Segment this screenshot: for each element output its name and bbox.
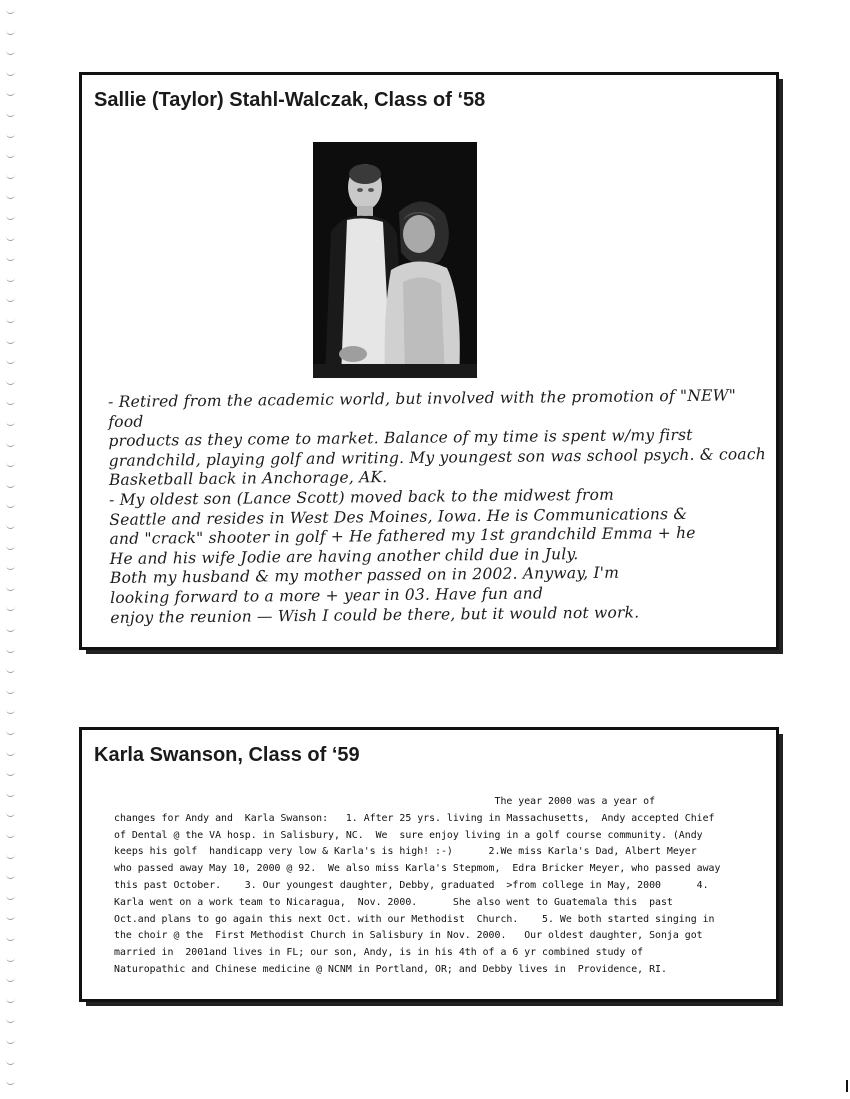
binding-hole: [6, 502, 15, 508]
typed-line: changes for Andy and Karla Swanson: 1. After 25 yrs. living in Massachusetts, Andy accepted Chief: [114, 812, 715, 824]
binding-hole: [6, 647, 15, 653]
handwritten-line: Seattle and resides in West Des Moines, Iowa. He is Communications &: [109, 504, 688, 529]
binding-hole: [6, 811, 15, 817]
binding-hole: [6, 770, 15, 776]
binding-hole: [6, 214, 15, 220]
handwritten-line: Both my husband & my mother passed on in 2002. Anyway, I'm: [109, 564, 620, 588]
binding-hole: [6, 1079, 15, 1085]
binding-hole: [6, 49, 15, 55]
binding-hole: [6, 8, 15, 14]
binding-hole: [6, 791, 15, 797]
typed-line: The year 2000 was a year of: [114, 796, 656, 807]
binding-hole: [6, 441, 15, 447]
binding-hole: [6, 976, 15, 982]
binding-hole: [6, 585, 15, 591]
handwritten-line: - Retired from the academic world, but involved with the promotion of "NEW" food: [108, 386, 737, 431]
typed-letter: [114, 794, 766, 979]
binding-hole: [6, 276, 15, 282]
classmate-entry-sallie: [79, 72, 779, 650]
handwritten-line: - My oldest son (Lance Scott) moved back to the midwest from: [109, 485, 615, 509]
binding-hole: [6, 296, 15, 302]
typed-line: keeps his golf handicapp very low & Karla's is high! :-) 2.We miss Karla's Dad, Albert Meyer: [114, 846, 697, 858]
binding-hole: [6, 173, 15, 179]
typed-line: of Dental @ the VA hosp. in Salisbury, NC. We sure enjoy living in a golf course community. (Andy: [114, 829, 703, 841]
binding-hole: [6, 111, 15, 117]
typed-line: the choir @ the First Methodist Church in Salisbury in Nov. 2000. Our oldest daughter, Sonja got: [114, 930, 703, 942]
binding-hole: [6, 626, 15, 632]
binding-hole: [6, 255, 15, 261]
binding-hole: [6, 935, 15, 941]
handwritten-line: products as they come to market. Balance of my time is spent w/my first: [108, 426, 693, 451]
binding-hole: [6, 956, 15, 962]
handwritten-line: and "crack" shooter in golf + He fathered my 1st grandchild Emma + he: [109, 524, 696, 549]
typed-line: married in 2001and lives in FL; our son, Andy, is in his 4th of a 6 yr combined study of: [114, 947, 644, 959]
binding-hole: [6, 729, 15, 735]
handwritten-line: Basketball back in Anchorage, AK.: [108, 468, 388, 490]
binding-hole: [6, 461, 15, 467]
binding-hole: [6, 605, 15, 611]
binding-hole: [6, 997, 15, 1003]
binding-hole: [6, 914, 15, 920]
binding-hole: [6, 358, 15, 364]
binding-hole: [6, 379, 15, 385]
page-edge-mark: [846, 1080, 848, 1092]
entry-title: Karla Swanson, Class of ‘59: [94, 744, 360, 766]
binding-hole: [6, 132, 15, 138]
binding-hole: [6, 523, 15, 529]
classmate-entry-karla: [79, 727, 779, 1002]
binding-hole: [6, 152, 15, 158]
binding-hole: [6, 832, 15, 838]
binding-hole: [6, 482, 15, 488]
binding-hole: [6, 317, 15, 323]
binding-hole: [6, 894, 15, 900]
entry-title: Sallie (Taylor) Stahl-Walczak, Class of ‘58: [94, 89, 486, 111]
spiral-binding: [4, 0, 22, 1099]
binding-hole: [6, 544, 15, 550]
photo-image: [313, 142, 477, 378]
typed-line: Karla went on a work team to Nicaragua, Nov. 2000. She also went to Guatemala this past: [114, 896, 673, 908]
binding-hole: [6, 338, 15, 344]
binding-hole: [6, 688, 15, 694]
binding-hole: [6, 1038, 15, 1044]
typed-line: this past October. 3. Our youngest daughter, Debby, graduated >from college in May, 2000 4.: [114, 879, 709, 891]
binding-hole: [6, 193, 15, 199]
binding-hole: [6, 29, 15, 35]
binding-hole: [6, 235, 15, 241]
handwritten-line: grandchild, playing golf and writing. My youngest son was school psych. & coach: [108, 444, 766, 470]
binding-hole: [6, 564, 15, 570]
classmate-photo: [313, 142, 477, 378]
handwritten-note: [108, 386, 770, 628]
binding-hole: [6, 70, 15, 76]
binding-hole: [6, 1017, 15, 1023]
binding-hole: [6, 399, 15, 405]
binding-hole: [6, 420, 15, 426]
handwritten-line: He and his wife Jodie are having another child due in July.: [109, 544, 579, 568]
binding-hole: [6, 90, 15, 96]
binding-hole: [6, 750, 15, 756]
typed-line: who passed away May 10, 2000 @ 92. We also miss Karla's Stepmom, Edra Bricker Meyer, who passed away: [114, 863, 721, 875]
binding-hole: [6, 1059, 15, 1065]
handwritten-line: looking forward to a more + year in 03. Have fun and: [110, 584, 544, 607]
typed-line: Oct.and plans to go again this next Oct. with our Methodist Church. 5. We both started singing in: [114, 913, 715, 925]
binding-hole: [6, 873, 15, 879]
handwritten-line: enjoy the reunion — Wish I could be there, but it would not work.: [110, 602, 640, 627]
typed-line: Naturopathic and Chinese medicine @ NCNM in Portland, OR; and Debby lives in Providence, RI.: [114, 963, 667, 975]
binding-hole: [6, 708, 15, 714]
binding-hole: [6, 853, 15, 859]
binding-hole: [6, 667, 15, 673]
